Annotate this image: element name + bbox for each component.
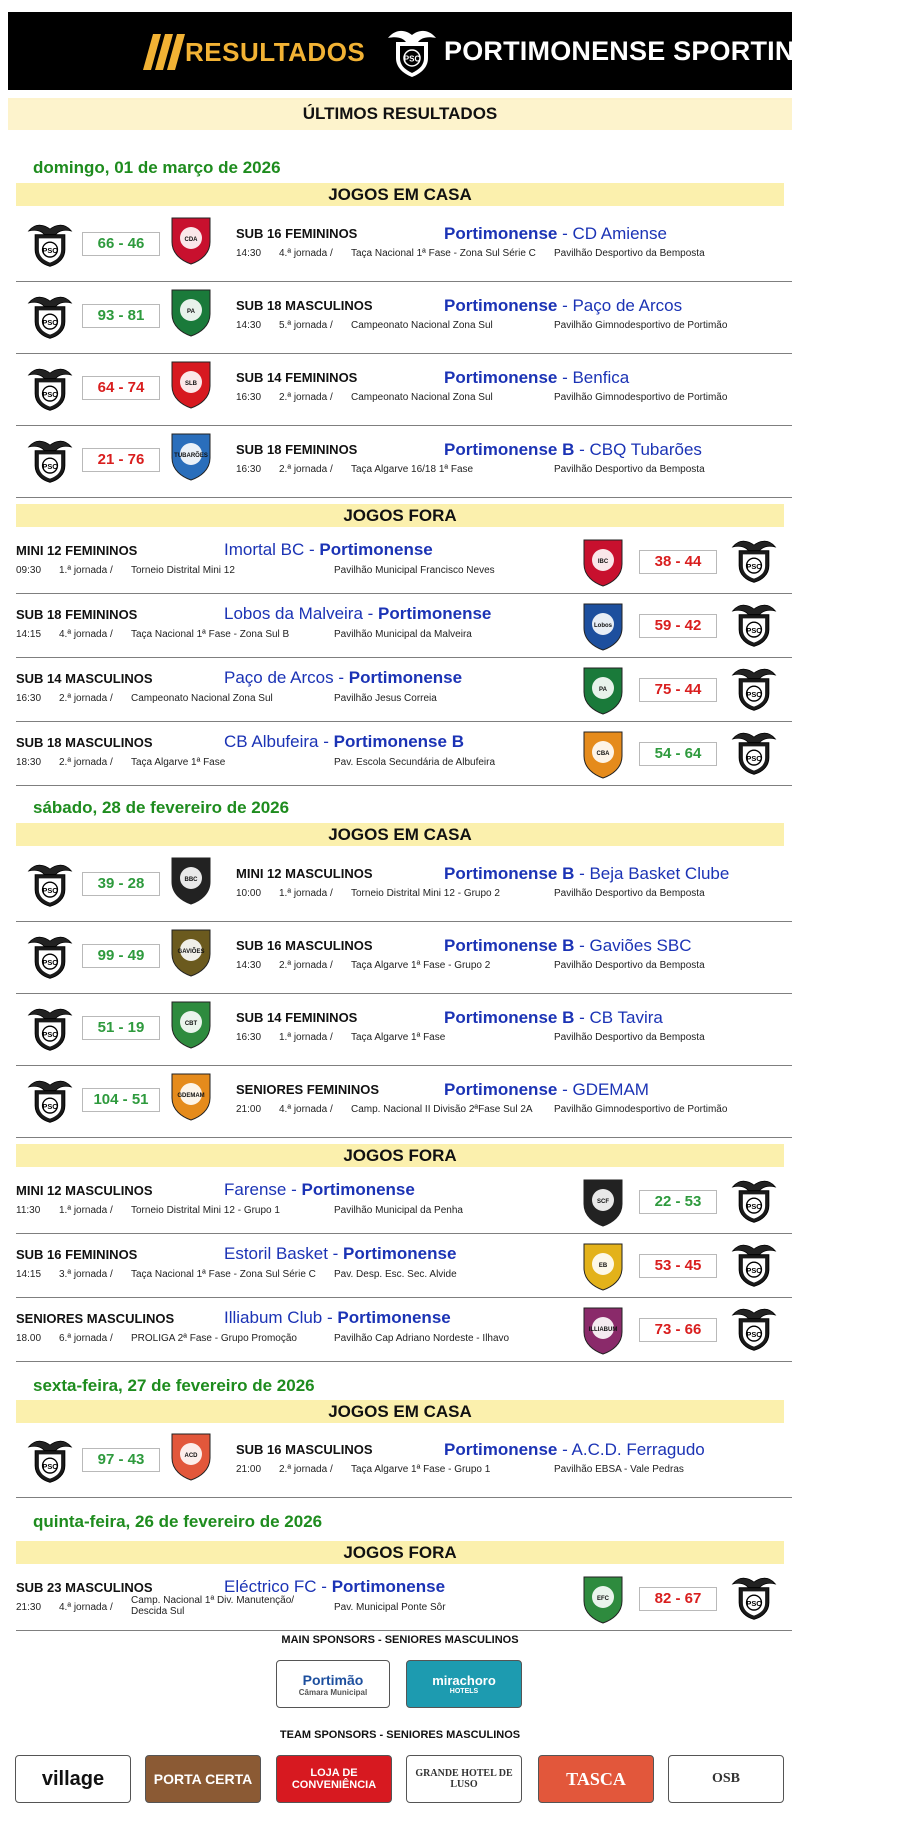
category-label: SUB 14 MASCULINOS — [16, 671, 153, 686]
svg-text:ACD: ACD — [184, 1453, 198, 1459]
game-competition: Taça Nacional 1ª Fase - Zona Sul Série C — [351, 248, 536, 259]
section-away-games: JOGOS FORA — [16, 1144, 784, 1167]
opponent-badge-icon — [166, 358, 216, 410]
game-competition: Campeonato Nacional Zona Sul — [351, 320, 493, 331]
team-home: Lobos da Malveira — [224, 604, 363, 623]
portimonense-crest-icon — [729, 534, 779, 586]
sponsor-portimao[interactable]: Portimão Câmara Municipal — [276, 1660, 390, 1708]
opponent-badge-icon — [166, 1430, 216, 1482]
away-game-row[interactable] — [16, 658, 792, 722]
svg-text:CDA: CDA — [184, 237, 198, 243]
team-away: Portimonense — [331, 1577, 446, 1596]
sponsor-tasca[interactable]: TASCA — [538, 1755, 654, 1803]
match-date: sábado, 28 de fevereiro de 2026 — [33, 798, 290, 817]
game-time: 21:00 — [236, 1464, 262, 1475]
matchup: Imortal BC - Portimonense — [224, 540, 433, 559]
team-away: Portimonense — [337, 1308, 451, 1327]
category-label: SUB 18 MASCULINOS — [236, 298, 373, 313]
game-competition: Taça Nacional 1ª Fase - Zona Sul Série C — [131, 1269, 316, 1280]
game-time: 14:15 — [16, 1269, 42, 1280]
game-round: 5.ª jornada / — [279, 320, 333, 331]
game-time: 16:30 — [236, 392, 262, 403]
game-competition: PROLIGA 2ª Fase - Grupo Promoção — [131, 1333, 297, 1344]
portimonense-crest-icon — [729, 1238, 779, 1290]
away-game-row[interactable] — [16, 530, 792, 594]
svg-text:GAVIÕES: GAVIÕES — [177, 949, 205, 955]
home-game-row[interactable] — [16, 426, 792, 498]
score-box: 51 - 19 — [82, 1016, 160, 1040]
score-box: 54 - 64 — [639, 742, 717, 766]
matchup: Portimonense - Paço de Arcos — [444, 296, 683, 315]
opponent-badge-icon — [578, 1176, 628, 1228]
svg-text:CBA: CBA — [596, 751, 610, 757]
portimonense-crest-icon — [25, 1074, 75, 1126]
svg-text:PA: PA — [187, 309, 195, 315]
match-date: domingo, 01 de março de 2026 — [33, 158, 281, 177]
game-competition: Taça Algarve 16/18 1ª Fase — [351, 464, 474, 475]
matchup: Portimonense B - CB Tavira — [444, 1008, 663, 1027]
home-game-row[interactable] — [16, 354, 792, 426]
game-round: 1.ª jornada / — [59, 1205, 113, 1216]
team-away: CD Amiense — [572, 224, 667, 243]
team-home: Estoril Basket — [224, 1244, 328, 1263]
team-home: Portimonense B — [444, 864, 575, 883]
category-label: SUB 18 FEMININOS — [16, 607, 138, 622]
section-away-games: JOGOS FORA — [16, 504, 784, 527]
game-round: 2.ª jornada / — [59, 693, 113, 704]
team-away: Beja Basket Clube — [589, 864, 730, 883]
home-game-row[interactable] — [16, 994, 792, 1066]
game-competition: Campeonato Nacional Zona Sul — [351, 392, 493, 403]
team-home: Portimonense — [444, 296, 558, 315]
header-banner — [8, 12, 917, 90]
game-round: 2.ª jornada / — [279, 392, 333, 403]
game-competition: Taça Algarve 1ª Fase — [351, 1032, 446, 1043]
team-home: CB Albufeira — [224, 732, 319, 751]
team-away: CBQ Tubarões — [589, 440, 702, 459]
svg-text:PA: PA — [599, 687, 607, 693]
game-venue: Pavilhão Jesus Correia — [334, 693, 437, 704]
team-away: GDEMAM — [572, 1080, 649, 1099]
game-venue: Pavilhão Municipal Francisco Neves — [334, 565, 495, 576]
game-venue: Pavilhão Desportivo da Bemposta — [554, 464, 705, 475]
away-game-row[interactable] — [16, 1567, 792, 1631]
match-date: sexta-feira, 27 de fevereiro de 2026 — [33, 1376, 315, 1395]
away-game-row[interactable] — [16, 1170, 792, 1234]
opponent-badge-icon — [578, 1304, 628, 1356]
score-box: 64 - 74 — [82, 376, 160, 400]
team-away: Portimonense — [343, 1244, 457, 1263]
score-box: 66 - 46 — [82, 232, 160, 256]
svg-text:ILLIABUM: ILLIABUM — [588, 1327, 618, 1333]
portimonense-crest-icon — [25, 290, 75, 342]
score-box: 21 - 76 — [82, 448, 160, 472]
stripes-icon — [143, 34, 185, 70]
opponent-badge-icon — [166, 854, 216, 906]
home-game-row[interactable] — [16, 922, 792, 994]
svg-text:TUBARÕES: TUBARÕES — [174, 453, 208, 459]
game-venue: Pav. Escola Secundária de Albufeira — [334, 757, 496, 768]
game-time: 09:30 — [16, 565, 42, 576]
game-venue: Pavilhão Desportivo da Bemposta — [554, 248, 705, 259]
game-competition: Torneio Distrital Mini 12 - Grupo 1 — [131, 1205, 280, 1216]
category-label: SUB 16 MASCULINOS — [236, 1442, 373, 1457]
team-home: Imortal BC — [224, 540, 305, 559]
home-game-row[interactable] — [16, 282, 792, 354]
matchup: Portimonense B - CBQ Tubarões — [444, 440, 702, 459]
portimonense-crest-icon — [729, 726, 779, 778]
game-time: 18.00 — [16, 1333, 42, 1344]
portimonense-crest-icon — [25, 858, 75, 910]
game-time: 16:30 — [16, 693, 42, 704]
game-round: 4.ª jornada / — [279, 1104, 333, 1115]
game-time: 14:30 — [236, 248, 262, 259]
game-competition: Camp. Nacional 1ª Div. Manutenção/ Descida Sul — [131, 1595, 295, 1617]
opponent-badge-icon — [166, 214, 216, 266]
portimonense-crest-icon — [25, 1002, 75, 1054]
game-time: 10:00 — [236, 888, 262, 899]
matchup: Estoril Basket - Portimonense — [224, 1244, 457, 1263]
game-time: 16:30 — [236, 1032, 262, 1043]
team-away: Portimonense B — [333, 732, 464, 751]
score-box: 38 - 44 — [639, 550, 717, 574]
team-home: Paço de Arcos — [224, 668, 334, 687]
score-box: 39 - 28 — [82, 872, 160, 896]
game-venue: Pavilhão Cap Adriano Nordeste - Ilhavo — [334, 1333, 510, 1344]
team-away: A.C.D. Ferragudo — [571, 1440, 705, 1459]
matchup: CB Albufeira - Portimonense B — [224, 732, 464, 751]
svg-text:BBC: BBC — [184, 877, 198, 883]
team-home: Portimonense — [444, 1080, 558, 1099]
matchup: Paço de Arcos - Portimonense — [224, 668, 463, 687]
home-game-row[interactable] — [16, 1066, 792, 1138]
matchup: Lobos da Malveira - Portimonense — [224, 604, 492, 623]
category-label: SUB 16 MASCULINOS — [236, 938, 373, 953]
sponsor-grande-hotel-luso[interactable]: GRANDE HOTEL DE LUSO — [406, 1755, 522, 1803]
team-away: CB Tavira — [589, 1008, 663, 1027]
team-away: Benfica — [572, 368, 630, 387]
score-box: 99 - 49 — [82, 944, 160, 968]
portimonense-crest-icon — [25, 1434, 75, 1486]
matchup: Eléctrico FC - Portimonense — [224, 1577, 446, 1596]
away-game-row[interactable] — [16, 594, 792, 658]
away-game-row[interactable] — [16, 1298, 792, 1362]
club-crest-icon — [386, 24, 438, 80]
category-label: SUB 18 FEMININOS — [236, 442, 358, 457]
home-game-row[interactable] — [16, 1426, 792, 1498]
team-home: Portimonense — [444, 224, 558, 243]
category-label: MINI 12 MASCULINOS — [16, 1183, 153, 1198]
portimonense-crest-icon — [25, 930, 75, 982]
club-name: PORTIMONENSE SPORTING CLUBE — [444, 36, 917, 66]
game-competition: Taça Algarve 1ª Fase — [131, 757, 226, 768]
opponent-badge-icon — [578, 728, 628, 780]
portimonense-crest-icon — [729, 1571, 779, 1623]
opponent-badge-icon — [578, 1240, 628, 1292]
team-away: Portimonense — [301, 1180, 415, 1199]
team-sponsors-title: TEAM SPONSORS - SENIORES MASCULINOS — [279, 1729, 521, 1741]
svg-text:GDEMAM: GDEMAM — [177, 1093, 205, 1099]
game-round: 2.ª jornada / — [279, 464, 333, 475]
team-home: Portimonense B — [444, 936, 575, 955]
team-home: Illiabum Club — [224, 1308, 323, 1327]
portimonense-crest-icon — [729, 1302, 779, 1354]
game-venue: Pavilhão Gimnodesportivo de Portimão — [554, 320, 728, 331]
portimonense-crest-icon — [25, 434, 75, 486]
team-home: Portimonense B — [444, 440, 575, 459]
game-competition: Campeonato Nacional Zona Sul — [131, 693, 273, 704]
game-venue: Pavilhão Gimnodesportivo de Portimão — [554, 392, 728, 403]
svg-text:SLB: SLB — [185, 381, 197, 387]
game-round: 1.ª jornada / — [59, 565, 113, 576]
svg-text:EB: EB — [598, 1263, 608, 1269]
team-home: Farense — [224, 1180, 287, 1199]
opponent-badge-icon — [578, 600, 628, 652]
game-venue: Pavilhão Desportivo da Bemposta — [554, 960, 705, 971]
main-sponsors-title: MAIN SPONSORS - SENIORES MASCULINOS — [281, 1634, 519, 1646]
svg-text:EFC: EFC — [597, 1596, 609, 1602]
score-box: 59 - 42 — [639, 614, 717, 638]
game-venue: Pavilhão Municipal da Malveira — [334, 629, 472, 640]
home-game-row[interactable] — [16, 850, 792, 922]
team-away: Gaviões SBC — [589, 936, 692, 955]
category-label: SUB 18 MASCULINOS — [16, 735, 153, 750]
score-box: 97 - 43 — [82, 1448, 160, 1472]
game-competition: Taça Algarve 1ª Fase - Grupo 2 — [351, 960, 491, 971]
page-title: ÚLTIMOS RESULTADOS — [8, 98, 792, 130]
game-time: 18:30 — [16, 757, 42, 768]
game-venue: Pavilhão Desportivo da Bemposta — [554, 888, 705, 899]
sponsor-mirachoro[interactable]: mirachoro HOTELS — [406, 1660, 522, 1708]
category-label: SUB 14 FEMININOS — [236, 370, 358, 385]
game-time: 14:15 — [16, 629, 42, 640]
game-round: 2.ª jornada / — [279, 1464, 333, 1475]
portimonense-crest-icon — [25, 362, 75, 414]
game-time: 14:30 — [236, 960, 262, 971]
game-round: 4.ª jornada / — [279, 248, 333, 259]
home-game-row[interactable] — [16, 210, 792, 282]
game-competition: Taça Algarve 1ª Fase - Grupo 1 — [351, 1464, 491, 1475]
team-home: Portimonense — [444, 1440, 558, 1459]
category-label: SUB 23 MASCULINOS — [16, 1580, 153, 1595]
score-box: 82 - 67 — [639, 1587, 717, 1611]
game-round: 1.ª jornada / — [279, 1032, 333, 1043]
game-venue: Pav. Desp. Esc. Sec. Alvide — [334, 1269, 457, 1280]
opponent-badge-icon — [166, 286, 216, 338]
game-venue: Pavilhão Gimnodesportivo de Portimão — [554, 1104, 728, 1115]
score-box: 104 - 51 — [82, 1088, 160, 1112]
game-time: 21:00 — [236, 1104, 262, 1115]
game-round: 6.ª jornada / — [59, 1333, 113, 1344]
section-away-games: JOGOS FORA — [16, 1541, 784, 1564]
game-time: 11:30 — [16, 1205, 41, 1216]
opponent-badge-icon — [578, 536, 628, 588]
game-venue: Pavilhão Municipal da Penha — [334, 1205, 463, 1216]
game-competition: Torneio Distrital Mini 12 - Grupo 2 — [351, 888, 500, 899]
header-title: RESULTADOS — [185, 37, 366, 67]
team-home: Portimonense — [444, 368, 558, 387]
portimonense-crest-icon — [729, 1174, 779, 1226]
svg-text:SCF: SCF — [597, 1199, 609, 1205]
category-label: MINI 12 FEMININOS — [16, 543, 138, 558]
matchup: Portimonense B - Gaviões SBC — [444, 936, 692, 955]
away-game-row[interactable] — [16, 1234, 792, 1298]
opponent-badge-icon — [166, 430, 216, 482]
score-box: 53 - 45 — [639, 1254, 717, 1278]
game-competition: Camp. Nacional II Divisão 2ªFase Sul 2A — [351, 1104, 533, 1115]
game-time: 14:30 — [236, 320, 262, 331]
game-round: 4.ª jornada / — [59, 629, 113, 640]
score-box: 75 - 44 — [639, 678, 717, 702]
opponent-badge-icon — [578, 1573, 628, 1625]
opponent-badge-icon — [166, 926, 216, 978]
sponsor-loja-conveniencia[interactable]: LOJA DE CONVENIÊNCIA — [276, 1755, 392, 1803]
portimonense-crest-icon — [25, 218, 75, 270]
game-round: 3.ª jornada / — [59, 1269, 113, 1280]
team-away: Portimonense — [378, 604, 492, 623]
game-venue: Pavilhão EBSA - Vale Pedras — [554, 1464, 684, 1475]
team-away: Portimonense — [348, 668, 463, 687]
category-label: SUB 14 FEMININOS — [236, 1010, 358, 1025]
game-venue: Pav. Municipal Ponte Sôr — [334, 1602, 446, 1613]
score-box: 73 - 66 — [639, 1318, 717, 1342]
game-round: 2.ª jornada / — [59, 757, 113, 768]
portimonense-crest-icon — [729, 598, 779, 650]
section-home-games: JOGOS EM CASA — [16, 823, 784, 846]
matchup: Farense - Portimonense — [224, 1180, 415, 1199]
game-competition: Torneio Distrital Mini 12 — [131, 565, 235, 576]
game-time: 21:30 — [16, 1602, 42, 1613]
opponent-badge-icon — [166, 998, 216, 1050]
sponsor-porta-certa[interactable]: PORTA CERTA — [145, 1755, 261, 1803]
svg-text:Lobos: Lobos — [594, 623, 612, 629]
game-round: 4.ª jornada / — [59, 1602, 113, 1613]
away-game-row[interactable] — [16, 722, 792, 786]
game-round: 2.ª jornada / — [279, 960, 333, 971]
matchup: Portimonense - Benfica — [444, 368, 630, 387]
team-away: Portimonense — [319, 540, 433, 559]
team-home: Portimonense B — [444, 1008, 575, 1027]
sponsor-village[interactable]: village — [15, 1755, 131, 1803]
team-home: Eléctrico FC — [224, 1577, 317, 1596]
game-round: 1.ª jornada / — [279, 888, 333, 899]
opponent-badge-icon — [578, 664, 628, 716]
section-home-games: JOGOS EM CASA — [16, 183, 784, 206]
game-competition: Taça Nacional 1ª Fase - Zona Sul B — [131, 629, 290, 640]
category-label: SENIORES FEMININOS — [236, 1082, 380, 1097]
sponsor-osb[interactable]: OSB — [668, 1755, 784, 1803]
matchup: Portimonense - GDEMAM — [444, 1080, 649, 1099]
svg-text:CBT: CBT — [184, 1021, 198, 1027]
score-box: 22 - 53 — [639, 1190, 717, 1214]
match-date: quinta-feira, 26 de fevereiro de 2026 — [33, 1512, 323, 1531]
matchup: Illiabum Club - Portimonense — [224, 1308, 451, 1327]
opponent-badge-icon — [166, 1070, 216, 1122]
matchup: Portimonense - CD Amiense — [444, 224, 667, 243]
matchup: Portimonense B - Beja Basket Clube — [444, 864, 730, 883]
svg-text:IBC: IBC — [597, 559, 609, 565]
team-away: Paço de Arcos — [572, 296, 683, 315]
category-label: MINI 12 MASCULINOS — [236, 866, 373, 881]
matchup: Portimonense - A.C.D. Ferragudo — [444, 1440, 705, 1459]
section-home-games: JOGOS EM CASA — [16, 1400, 784, 1423]
category-label: SUB 16 FEMININOS — [236, 226, 358, 241]
score-box: 93 - 81 — [82, 304, 160, 328]
portimonense-crest-icon — [729, 662, 779, 714]
category-label: SENIORES MASCULINOS — [16, 1311, 175, 1326]
game-time: 16:30 — [236, 464, 262, 475]
game-venue: Pavilhão Desportivo da Bemposta — [554, 1032, 705, 1043]
category-label: SUB 16 FEMININOS — [16, 1247, 138, 1262]
svg-text:PSC: PSC — [403, 54, 421, 64]
